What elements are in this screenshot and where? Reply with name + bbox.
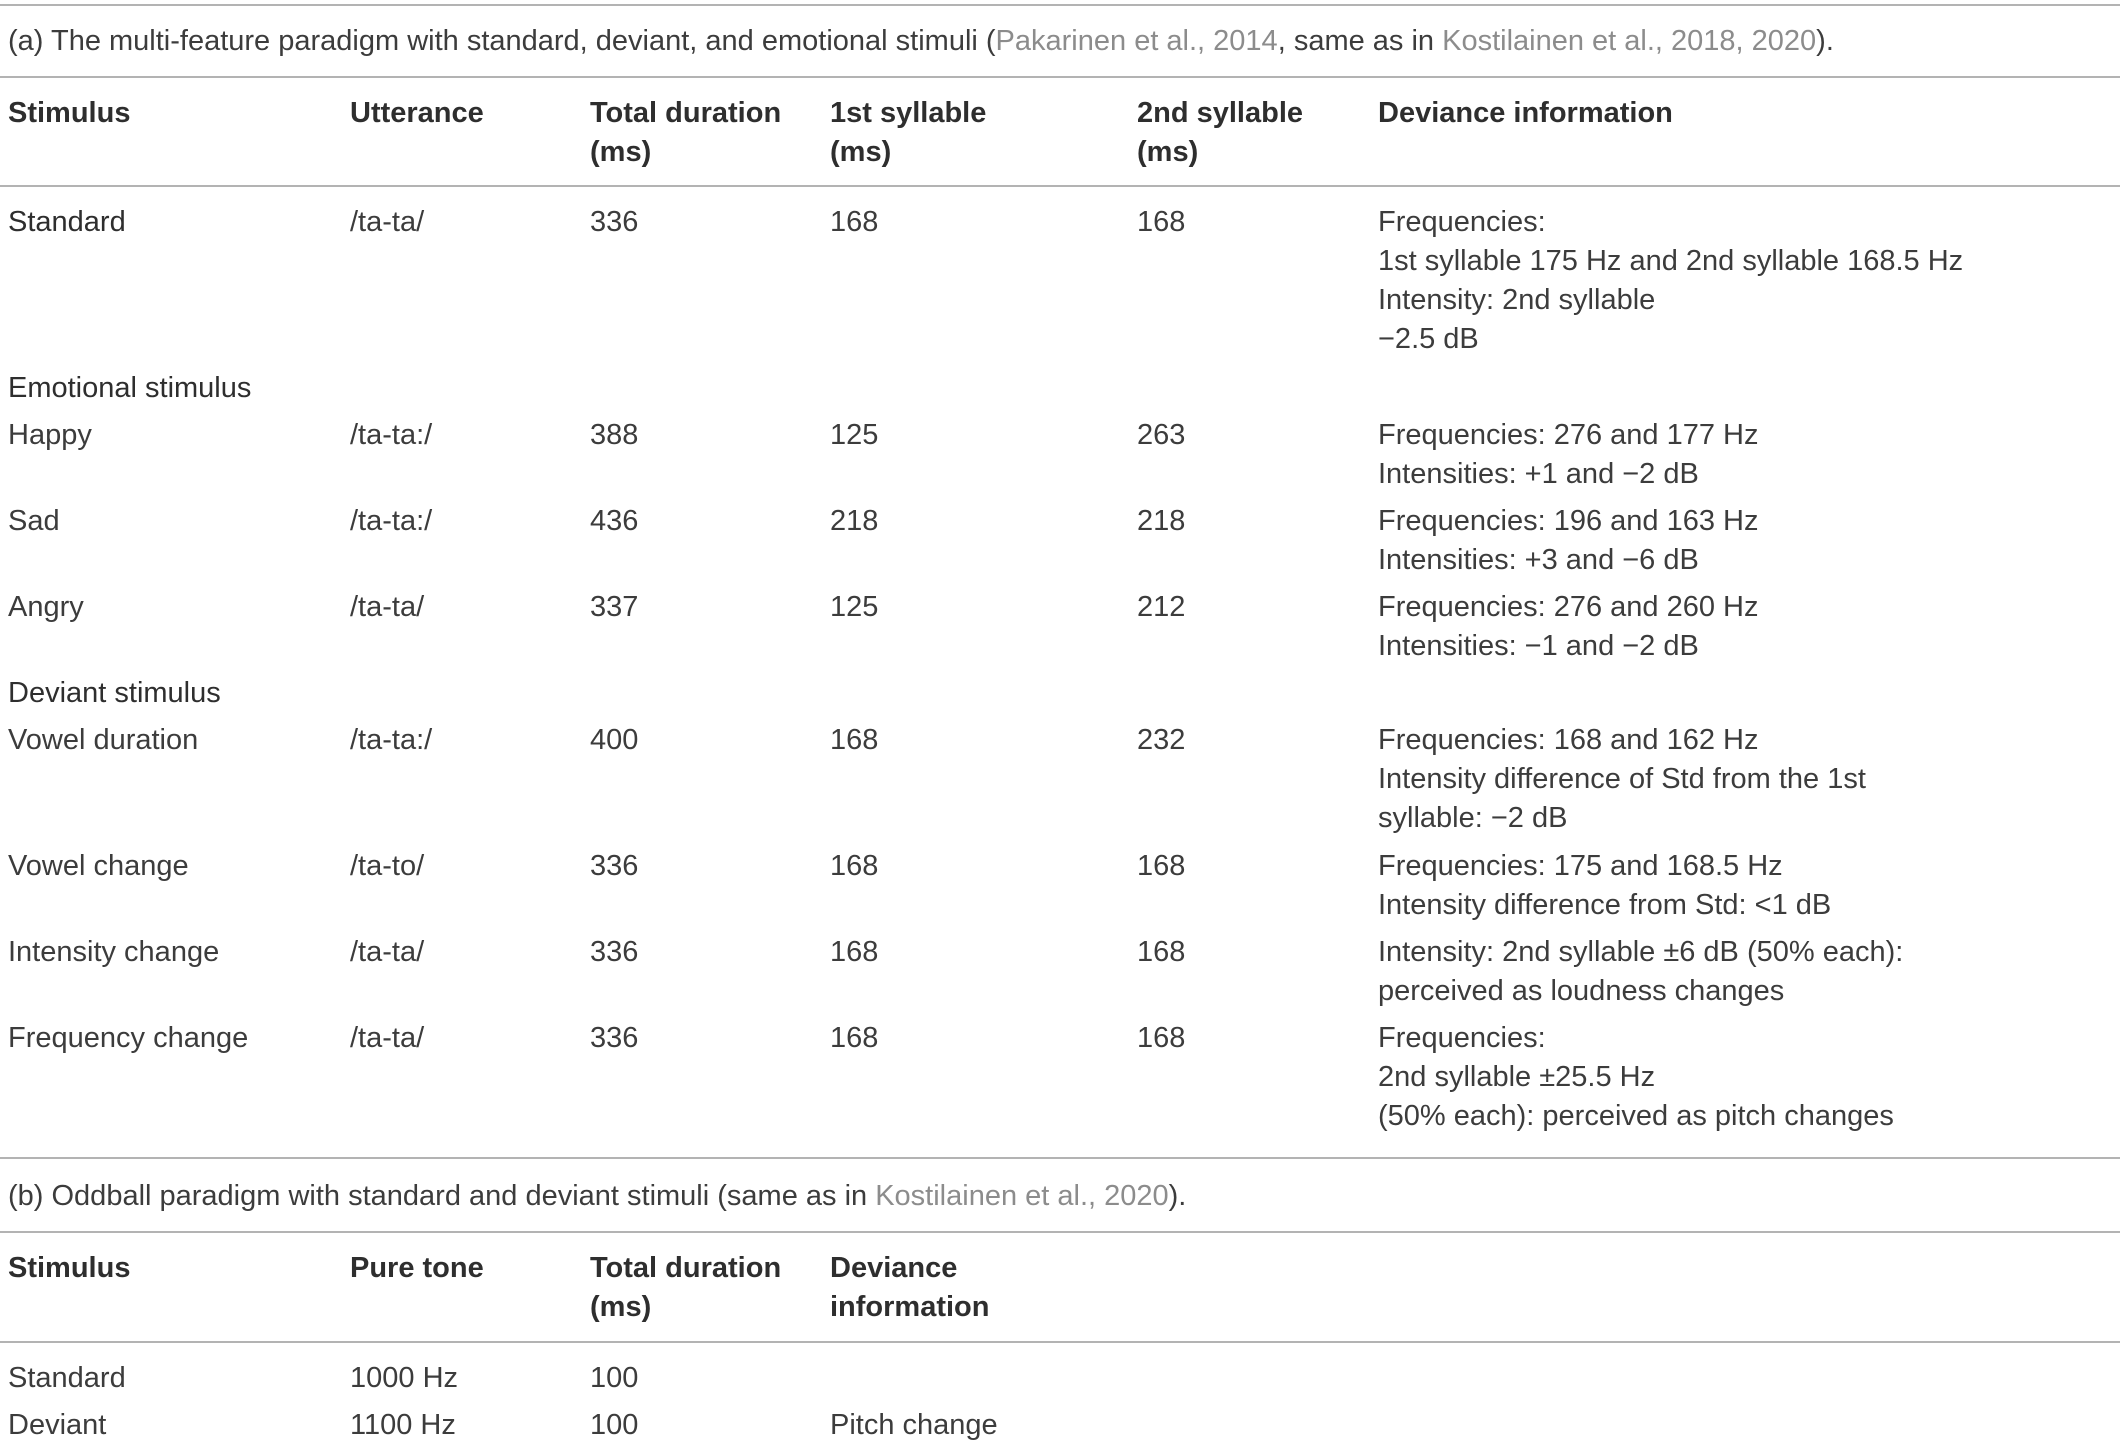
cell-2nd-syllable: 212	[1137, 591, 1186, 623]
table-row-sad	[0, 502, 2120, 588]
header-deviance-information: Deviance information	[830, 1252, 990, 1323]
table-row-vowel-change	[0, 847, 2120, 933]
cell-total-duration: 336	[590, 850, 639, 882]
cell-deviance-info: Frequencies: 168 and 162 Hz Intensity difference of Std from the 1st syllable: −2 dB	[1378, 724, 1866, 834]
cell-pure-tone: 1100 Hz	[350, 1409, 456, 1441]
cell-utterance: /ta-ta/	[350, 936, 425, 968]
header-utterance: Utterance	[350, 97, 484, 129]
cell-pure-tone: 1000 Hz	[350, 1362, 459, 1394]
cell-stimulus: Vowel duration	[8, 724, 199, 756]
cell-stimulus: Standard	[8, 1362, 126, 1394]
table-b-body	[0, 1359, 2120, 1445]
table-row-standard	[0, 203, 2120, 369]
table-row-frequency-change	[0, 1019, 2120, 1145]
cell-stimulus: Vowel change	[8, 850, 189, 882]
caption-b-text: (b) Oddball paradigm with standard and deviant stimuli (same as in	[8, 1180, 876, 1212]
section-heading-deviant: Deviant stimulus	[8, 677, 221, 709]
section-heading-row	[0, 674, 2120, 721]
cell-deviance-info: Frequencies: 2nd syllable ±25.5 Hz (50% each): perceived as pitch changes	[1378, 1022, 1894, 1132]
header-stimulus: Stimulus	[8, 97, 131, 129]
header-rule-a-top	[0, 76, 2120, 78]
cell-2nd-syllable: 168	[1137, 936, 1186, 968]
cell-stimulus: Frequency change	[8, 1022, 249, 1054]
cell-utterance: /ta-ta:/	[350, 505, 433, 537]
cell-2nd-syllable: 168	[1137, 1022, 1186, 1054]
table-row-intensity-change	[0, 933, 2120, 1019]
header-stimulus: Stimulus	[8, 1252, 131, 1284]
cell-2nd-syllable: 218	[1137, 505, 1186, 537]
caption-a-text: , same as in	[1277, 25, 1443, 57]
header-1st-syllable: 1st syllable (ms)	[830, 97, 987, 168]
section-heading-row	[0, 369, 2120, 416]
cell-stimulus: Angry	[8, 591, 84, 623]
cell-2nd-syllable: 168	[1137, 850, 1186, 882]
cell-deviance-info: Intensity: 2nd syllable ±6 dB (50% each): perceived as loudness changes	[1378, 936, 1904, 1007]
cell-deviance-info: Frequencies: 1st syllable 175 Hz and 2nd syllable 168.5 Hz Intensity: 2nd syllable −2.5 dB	[1378, 206, 1964, 355]
cell-1st-syllable: 168	[830, 850, 879, 882]
cell-utterance: /ta-ta/	[350, 206, 425, 238]
cell-2nd-syllable: 263	[1137, 419, 1186, 451]
header-deviance-information: Deviance information	[1378, 97, 1673, 129]
caption-a-text: (a) The multi-feature paradigm with standard, deviant, and emotional stimuli (	[8, 25, 996, 57]
cell-total-duration: 436	[590, 505, 639, 537]
cell-utterance: /ta-ta/	[350, 591, 425, 623]
table-row-b-standard	[0, 1359, 2120, 1406]
cell-1st-syllable: 125	[830, 419, 879, 451]
cell-1st-syllable: 125	[830, 591, 879, 623]
table-row-happy	[0, 416, 2120, 502]
section-heading-emotional: Emotional stimulus	[8, 372, 252, 404]
cell-stimulus: Intensity change	[8, 936, 220, 968]
cell-utterance: /ta-ta:/	[350, 419, 433, 451]
ref-link-kostilainen[interactable]: Kostilainen et al., 2018, 2020	[1442, 25, 1817, 57]
cell-utterance: /ta-to/	[350, 850, 425, 882]
header-2nd-syllable: 2nd syllable (ms)	[1137, 97, 1304, 168]
cell-1st-syllable: 168	[830, 206, 879, 238]
cell-2nd-syllable: 232	[1137, 724, 1186, 756]
cell-total-duration: 400	[590, 724, 639, 756]
cell-stimulus: Happy	[8, 419, 92, 451]
header-pure-tone: Pure tone	[350, 1252, 484, 1284]
cell-1st-syllable: 168	[830, 936, 879, 968]
cell-total-duration: 336	[590, 936, 639, 968]
cell-1st-syllable: 218	[830, 505, 879, 537]
table-a-header	[0, 94, 2120, 172]
header-total-duration: Total duration (ms)	[590, 1252, 782, 1323]
cell-deviance-info: Frequencies: 276 and 177 Hz Intensities: +1 and −2 dB	[1378, 419, 1759, 490]
table-row-b-deviant	[0, 1406, 2120, 1445]
header-rule-a-bottom	[0, 185, 2120, 187]
cell-total-duration: 336	[590, 1022, 639, 1054]
cell-stimulus: Sad	[8, 505, 60, 537]
header-total-duration: Total duration (ms)	[590, 97, 782, 168]
cell-deviance-info: Pitch change	[830, 1409, 998, 1441]
top-rule	[0, 4, 2120, 6]
cell-total-duration: 100	[590, 1362, 639, 1394]
cell-1st-syllable: 168	[830, 1022, 879, 1054]
cell-2nd-syllable: 168	[1137, 206, 1186, 238]
cell-stimulus: Standard	[8, 206, 126, 238]
caption-a-text: ).	[1816, 25, 1834, 57]
divider-rule	[0, 1157, 2120, 1159]
header-rule-b-bottom	[0, 1341, 2120, 1343]
cell-deviance-info: Frequencies: 276 and 260 Hz Intensities: −1 and −2 dB	[1378, 591, 1759, 662]
cell-total-duration: 337	[590, 591, 639, 623]
cell-deviance-info: Frequencies: 175 and 168.5 Hz Intensity difference from Std: <1 dB	[1378, 850, 1832, 921]
cell-deviance-info: Frequencies: 196 and 163 Hz Intensities: +3 and −6 dB	[1378, 505, 1759, 576]
cell-utterance: /ta-ta/	[350, 1022, 425, 1054]
cell-total-duration: 100	[590, 1409, 639, 1441]
caption-b	[8, 1177, 1186, 1216]
cell-deviance-info	[830, 1359, 2120, 1406]
cell-utterance: /ta-ta:/	[350, 724, 433, 756]
table-row-angry	[0, 588, 2120, 674]
cell-total-duration: 336	[590, 206, 639, 238]
caption-b-text: ).	[1168, 1180, 1187, 1212]
cell-stimulus: Deviant	[8, 1409, 107, 1441]
table-row-vowel-duration	[0, 721, 2120, 847]
header-rule-b-top	[0, 1231, 2120, 1233]
cell-1st-syllable: 168	[830, 724, 879, 756]
cell-total-duration: 388	[590, 419, 639, 451]
ref-link-kostilainen-2020[interactable]: Kostilainen et al., 2020	[875, 1180, 1169, 1212]
table-b-header	[0, 1249, 2120, 1327]
caption-a	[8, 22, 1834, 61]
ref-link-pakarinen[interactable]: Pakarinen et al., 2014	[995, 25, 1278, 57]
table-a-body	[0, 203, 2120, 1145]
